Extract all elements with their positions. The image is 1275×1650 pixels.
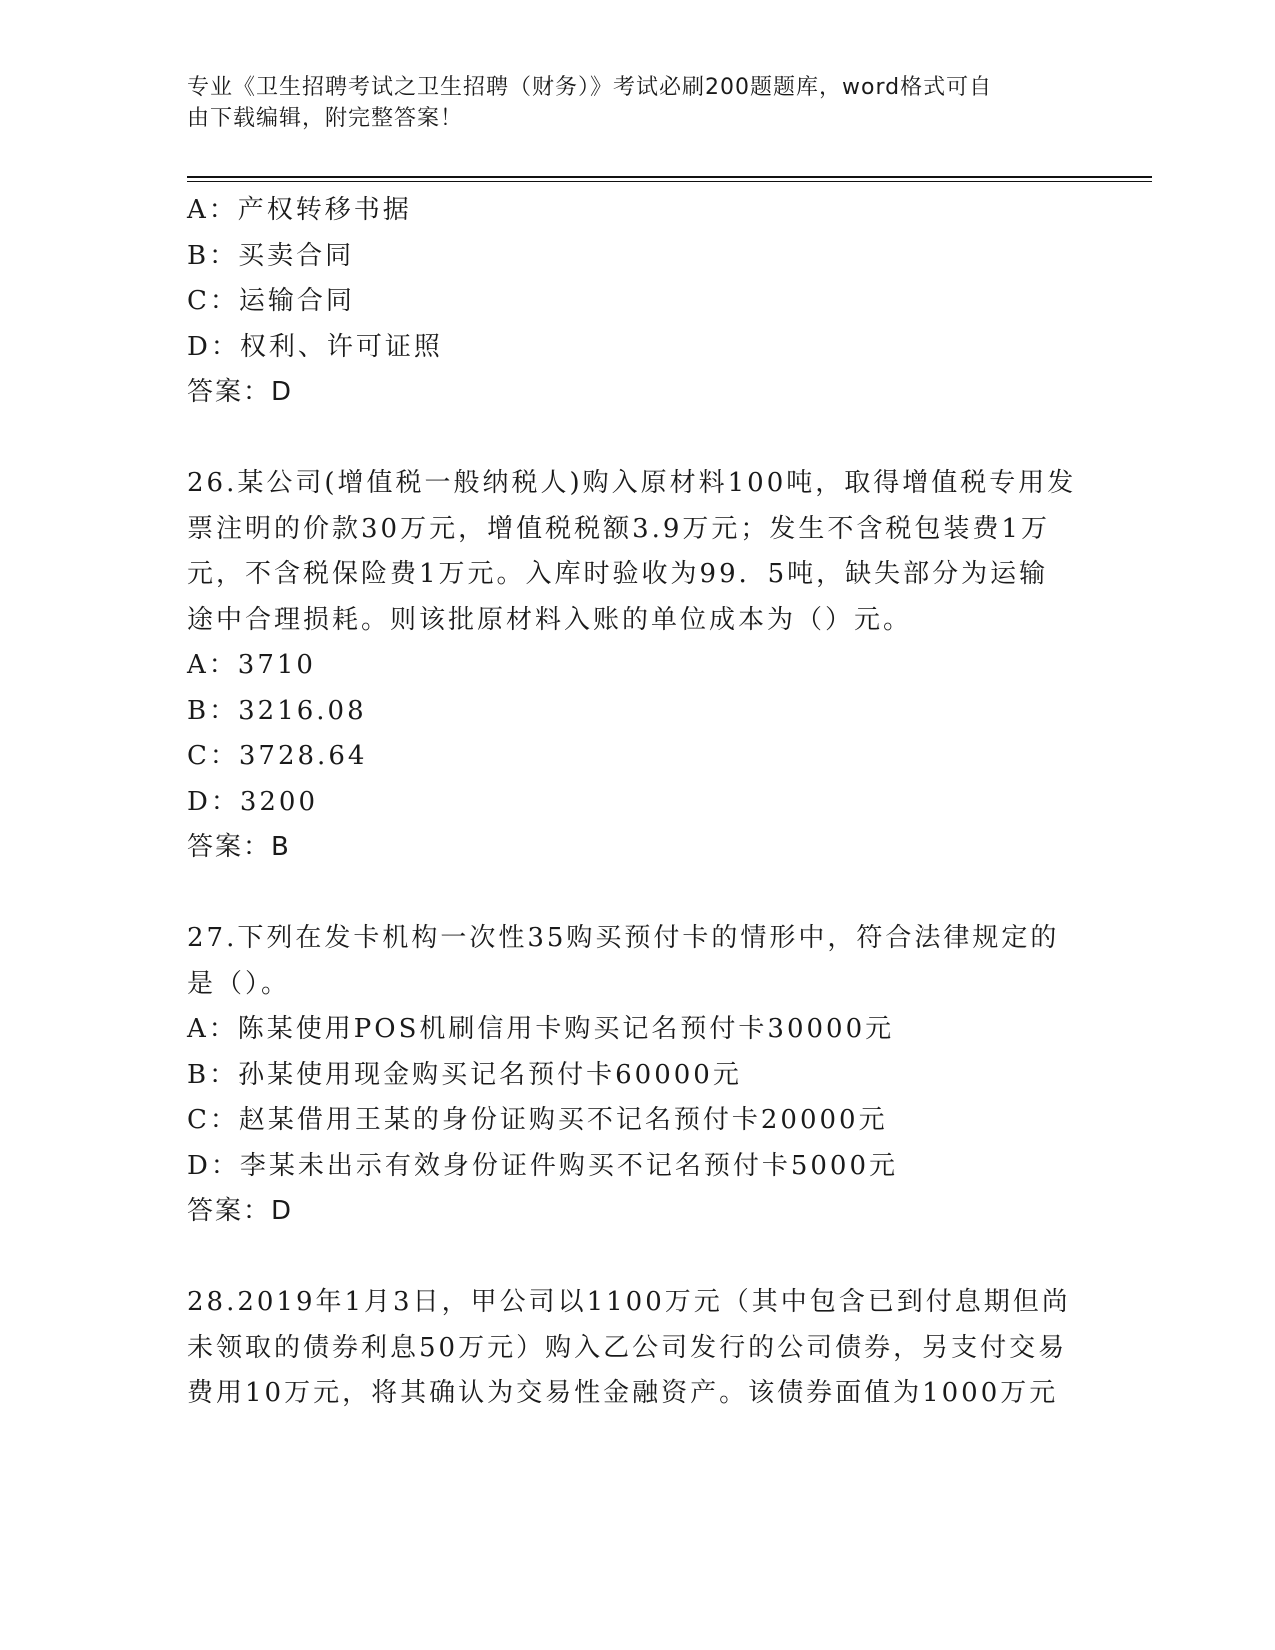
question-stem-line: 27.下列在发卡机构一次性35购买预付卡的情形中，符合法律规定的 xyxy=(187,923,1060,953)
header-divider-thin xyxy=(187,181,1152,182)
question-stem-line: 26.某公司(增值税一般纳税人)购入原材料100吨，取得增值税专用发 xyxy=(187,468,1077,498)
question-stem-line: 未领取的债券利息50万元）购入乙公司发行的公司债券，另支付交易 xyxy=(187,1332,1068,1363)
question-27 xyxy=(187,916,1067,1235)
question-stem-line: 是（）。 xyxy=(187,968,291,999)
header-line-2: 由下载编辑，附完整答案！ xyxy=(187,106,464,131)
option-d: D：权利、许可证照 xyxy=(187,331,443,362)
answer: 答案：D xyxy=(187,377,294,407)
option-c: C：3728.64 xyxy=(187,741,368,771)
option-b: B：孙某使用现金购买记名预付卡60000元 xyxy=(187,1059,742,1090)
question-28 xyxy=(187,1280,1071,1417)
option-b: B：3216.08 xyxy=(187,695,367,726)
question-content xyxy=(187,188,1077,1417)
header-divider-thick xyxy=(187,176,1152,178)
option-c: C：运输合同 xyxy=(187,286,355,316)
document-header xyxy=(187,72,1067,134)
question-stem-line: 票注明的价款30万元，增值税税额3.9万元；发生不含税包装费1万 xyxy=(187,513,1050,544)
option-d: D：3200 xyxy=(187,786,319,817)
question-25 xyxy=(187,188,1067,416)
option-a: A：陈某使用POS机刷信用卡购买记名预付卡30000元 xyxy=(187,1014,895,1044)
option-d: D：李某未出示有效身份证件购买不记名预付卡5000元 xyxy=(187,1150,899,1181)
answer: 答案：D xyxy=(187,1196,294,1226)
answer: 答案：B xyxy=(187,832,291,862)
option-c: C：赵某借用王某的身份证购买不记名预付卡20000元 xyxy=(187,1105,888,1135)
question-stem-line: 28.2019年1月3日，甲公司以1100万元（其中包含已到付息期但尚 xyxy=(187,1287,1071,1317)
header-line-1: 专业《卫生招聘考试之卫生招聘（财务）》考试必刷200题题库，word格式可自 xyxy=(187,75,993,100)
option-a: A：3710 xyxy=(187,650,316,680)
option-b: B：买卖合同 xyxy=(187,240,355,271)
question-26 xyxy=(187,461,1077,871)
option-a: A：产权转移书据 xyxy=(187,195,412,225)
question-stem-line: 费用10万元，将其确认为交易性金融资产。该债券面值为1000万元 xyxy=(187,1378,1059,1408)
question-stem-line: 途中合理损耗。则该批原材料入账的单位成本为（）元。 xyxy=(187,604,913,635)
question-stem-line: 元，不含税保险费1万元。入库时验收为99．5吨，缺失部分为运输 xyxy=(187,559,1049,589)
